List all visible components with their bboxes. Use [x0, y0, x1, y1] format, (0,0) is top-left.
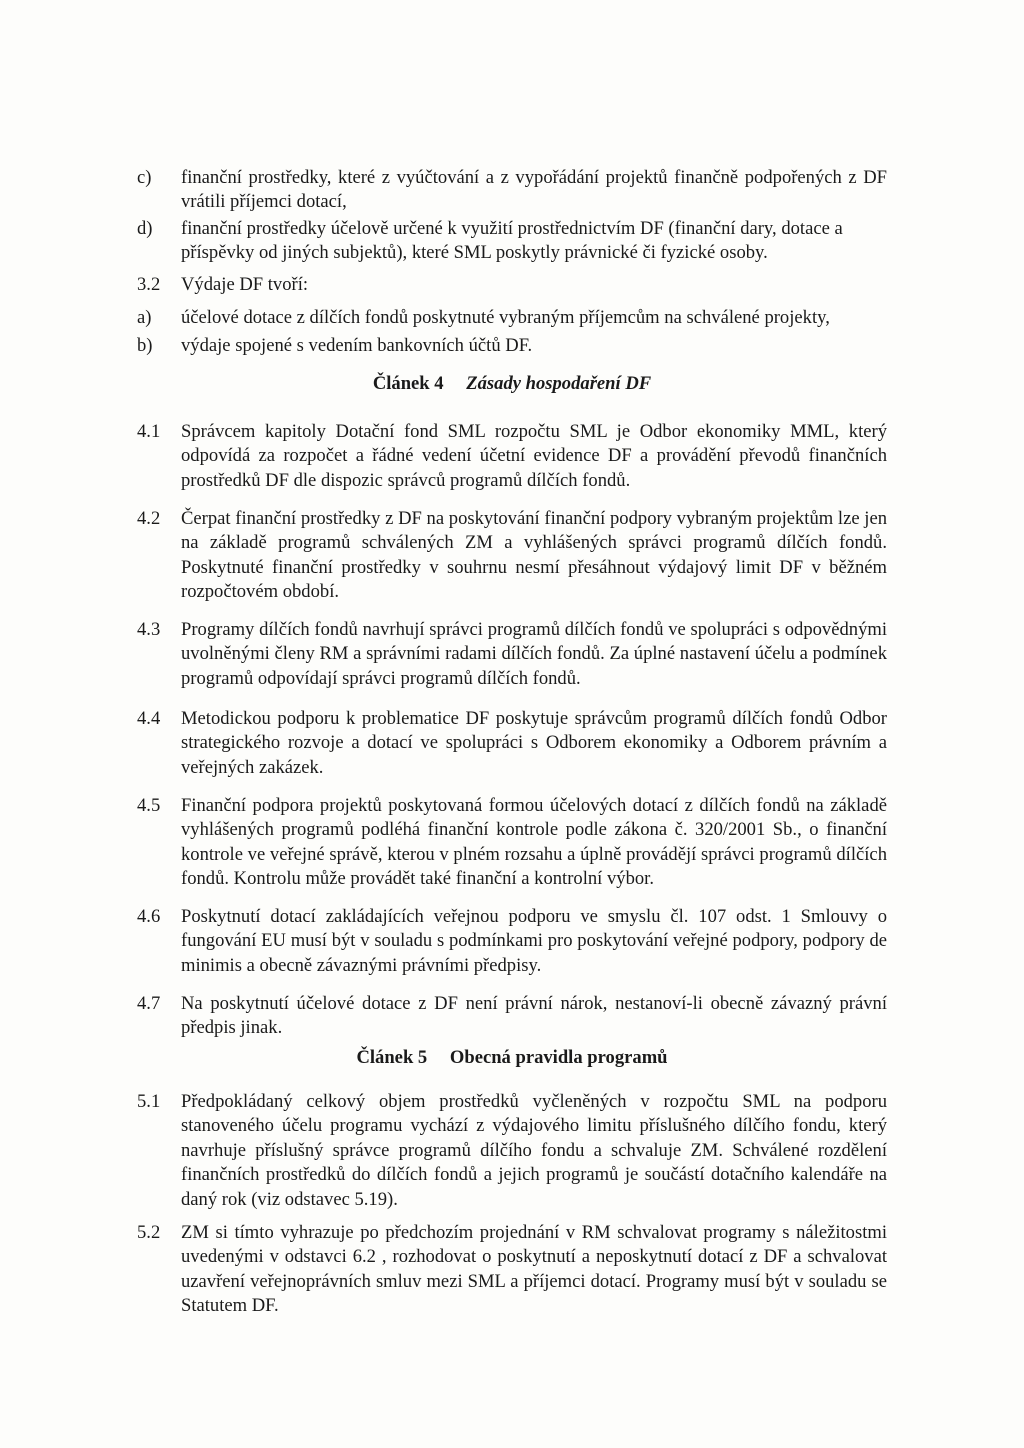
item-text: Předpokládaný celkový objem prostředků vyčleněných v rozpočtu SML na podporu stanoveného účelu programu vychází z výdajového limitu příslušného dílčího fondu, který navrhuje příslušný správce programů dílčího fondu a schvaluje ZM. Schválené rozdělení finančních prostředků do dílčích fondů a jejich programů je součástí dotačního kalendáře na daný rok (viz odstavec 5.19).: [181, 1091, 887, 1210]
item-text: Programy dílčích fondů navrhují správci programů dílčích fondů ve spolupráci s odpovědnými uvolněnými členy RM a správními radami dílčích fondů. Za úplné nastavení účelu a podmínek programů odpovídají správci programů dílčích fondů.: [181, 619, 887, 689]
paragraph-4-7: [137, 992, 887, 1041]
list-item-d: [137, 217, 887, 266]
item-number: 4.6: [137, 906, 161, 927]
paragraph-4-4: [137, 707, 887, 780]
item-text: finanční prostředky účelově určené k využití prostřednictvím DF (finanční dary, dotace a příspěvky od jiných subjektů), které SML poskytly právnické či fyzické osoby.: [181, 218, 843, 264]
item-number: 3.2: [137, 274, 161, 295]
item-number: 4.4: [137, 708, 161, 729]
paragraph-4-1: [137, 420, 887, 493]
item-text: finanční prostředky, které z vyúčtování a z vypořádání projektů finančně podpořených z DF vrátili příjemci dotací,: [181, 167, 887, 213]
item-number: 5.2: [137, 1222, 161, 1243]
item-number: 4.1: [137, 421, 161, 442]
paragraph-5-1: [137, 1090, 887, 1212]
item-text: Na poskytnutí účelové dotace z DF není právní nárok, nestanoví-li obecně závazný právní předpis jinak.: [181, 993, 887, 1039]
list-item-c: [137, 166, 887, 215]
article-title: Zásady hospodaření DF: [466, 373, 652, 394]
list-item-a: [137, 306, 887, 330]
article-5-heading: [0, 1046, 1024, 1070]
item-text: Výdaje DF tvoří:: [181, 274, 309, 295]
item-number: 4.7: [137, 993, 161, 1014]
item-text: ZM si tímto vyhrazuje po předchozím projednání v RM schvalovat programy s náležitostmi uvedenými v odstavci 6.2 , rozhodovat o poskytnutí a neposkytnutí dotací z DF a schvalovat uzavření veřejnoprávních smluv mezi SML a příjemci dotací. Programy musí být v souladu se Statutem DF.: [181, 1222, 887, 1317]
item-number: 5.1: [137, 1091, 161, 1112]
item-text: Správcem kapitoly Dotační fond SML rozpočtu SML je Odbor ekonomiky MML, který odpovídá za rozpočet a řádné vedení účetní evidence DF a provádění převodů finančních prostředků DF dle dispozic správců programů dílčích fondů.: [181, 421, 887, 491]
paragraph-4-3: [137, 618, 887, 691]
item-text: Finanční podpora projektů poskytovaná formou účelových dotací z dílčích fondů na základě vyhlášených programů podléhá finanční kontrole podle zákona č. 320/2001 Sb., o finanční kontrole ve veřejné správě, kterou v plném rozsahu a úplně provádějí správci programů dílčích fondů. Kontrolu může provádět také finanční a kontrolní výbor.: [181, 795, 887, 890]
item-number: 4.3: [137, 619, 161, 640]
item-text: Čerpat finanční prostředky z DF na poskytování finanční podpory vybraným projektům lze jen na základě programů schválených ZM a vyhlášených správci programů dílčích fondů. Poskytnuté finanční prostředky v souhrnu nesmí přesáhnout výdajový limit DF v běžném rozpočtovém období.: [181, 508, 887, 603]
item-text: účelové dotace z dílčích fondů poskytnuté vybraným příjemcům na schválené projekty,: [181, 307, 830, 328]
article-number: Článek 4: [372, 373, 444, 394]
item-text: Poskytnutí dotací zakládajících veřejnou podporu ve smyslu čl. 107 odst. 1 Smlouvy o fungování EU musí být v souladu s podmínkami pro poskytování veřejné podpory, podpory de minimis a obecně závaznými právními předpisy.: [181, 906, 887, 976]
paragraph-4-2: [137, 507, 887, 605]
item-number: c): [137, 167, 152, 188]
list-item-b: [137, 334, 887, 358]
item-number: 4.2: [137, 508, 161, 529]
item-text: Metodickou podporu k problematice DF poskytuje správcům programů dílčích fondů Odbor strategického rozvoje a dotací ve spolupráci s Odborem ekonomiky a Odborem právním a veřejných zakázek.: [181, 708, 887, 778]
paragraph-5-2: [137, 1221, 887, 1319]
paragraph-4-5: [137, 794, 887, 892]
article-4-heading: [0, 372, 1024, 396]
item-number: 4.5: [137, 795, 161, 816]
article-number: Článek 5: [356, 1047, 428, 1068]
paragraph-4-6: [137, 905, 887, 978]
article-title: Obecná pravidla programů: [449, 1047, 668, 1068]
item-number: b): [137, 335, 153, 356]
item-number: a): [137, 307, 152, 328]
item-number: d): [137, 218, 153, 239]
item-text: výdaje spojené s vedením bankovních účtů DF.: [181, 335, 533, 356]
paragraph-3-2: [137, 273, 887, 297]
